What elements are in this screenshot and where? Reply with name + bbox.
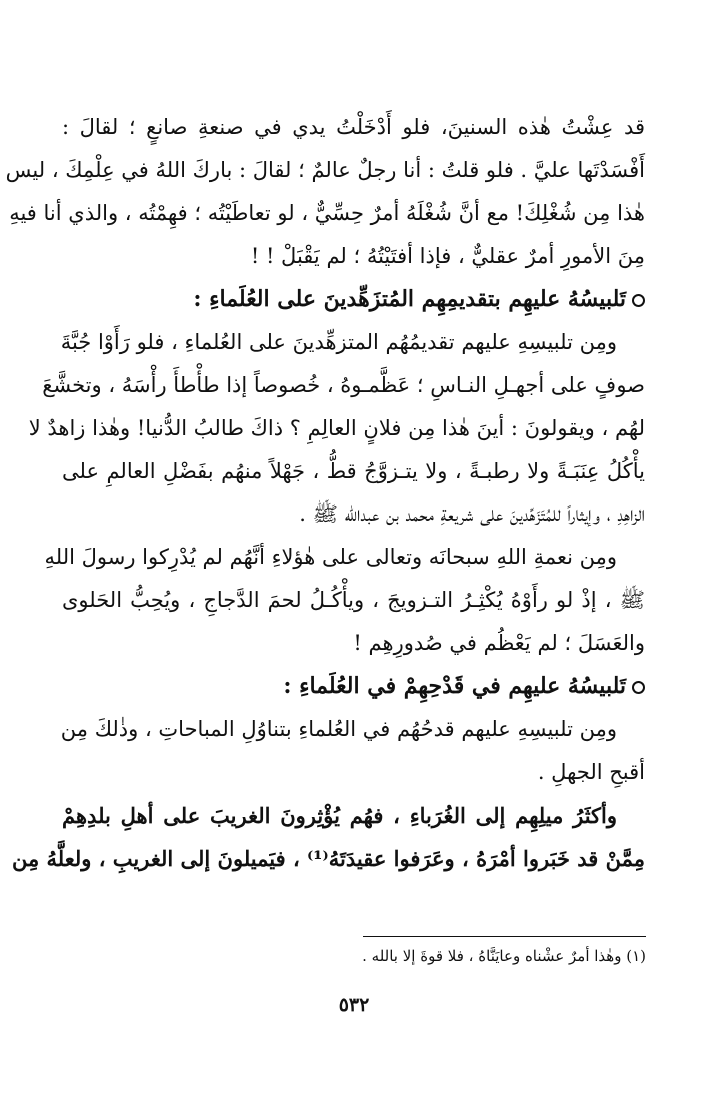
paragraph-criticism <box>62 708 645 794</box>
text-line: ومِن نعمةِ اللهِ سبحانَه وتعالى على هٰؤلاءِ أنَّهُم لم يُدْرِكوا رسولَ اللهِ <box>44 545 617 569</box>
text-line: لهُم ، ويقولونَ : أينَ هٰذا مِن فلانٍ العالِمِ ؟ ذاكَ طالبُ الدُّنيا! وهٰذا زاهدٌ لا <box>28 416 645 440</box>
text-line: صوفٍ على أجهـلِ النـاسِ ؛ عَظَّمـوهُ ، خُصوصاً إذا طأْطأَ رأْسَهُ ، وتخشَّعَ <box>42 373 645 397</box>
text-line: مِنَ الأمورِ أمرٌ عقليٌّ ، فإذا أفتَيْتُهُ ؛ لم يَقْبَلْ ! ! <box>250 244 645 268</box>
text-line: والعَسَلَ ؛ لم يَعْظُم في صُدورِهِم ! <box>353 631 645 655</box>
section-heading-text: تَلبيسُهُ عليهِم في قَدْحِهِمْ في العُلَماءِ : <box>283 673 626 699</box>
text-line: أقبحِ الجهلِ . <box>537 760 645 784</box>
text-line: ومِن تلبيسِهِ عليهم قدحُهُم في العُلماءِ بتناوُلِ المباحاتِ ، وذٰلكَ مِن <box>60 717 617 741</box>
section-heading <box>62 665 645 708</box>
paragraph-ascetics <box>28 321 645 536</box>
text-line: يأْكُلُ عِنَبَـةً ولا رطبـةً ، ولا يتـزوَّجُ قطُّ ، جَهْلاً منهُم بفَضْلِ العالمِ على <box>62 459 645 483</box>
section-heading-text: تَلبيسُهُ عليهِم بتقديمِهِم المُتزَهِّدينَ على العُلَماءِ : <box>193 286 626 312</box>
text-line: أَفْسَدْتَها عليَّ . فلو قلتُ : أنا رجلٌ عالمٌ ؛ لقالَ : باركَ اللهُ في عِلْمِكَ ، ليس <box>5 158 645 182</box>
circle-bullet-icon <box>632 294 645 307</box>
paragraph-opening <box>5 106 645 278</box>
paragraph-blessing <box>44 536 645 665</box>
text-line: وأكثَرُ ميلِهِم إلى الغُرَباءِ ، فهُم يُؤْثِرونَ الغريبَ على أهلِ بلدِهِمْ <box>62 803 617 828</box>
section-heading <box>62 278 645 321</box>
text-line: هٰذا مِن شُغْلِكَ! مع أنَّ شُغْلَهُ أمرٌ حِسِّيٌّ ، لو تعاطَيْتُه ؛ فهِمْتُه ، والذي أنا فيهِ <box>9 201 645 225</box>
footnote-divider <box>363 936 646 937</box>
paragraph-strangers <box>11 794 645 880</box>
page-body <box>5 106 645 880</box>
text-line: ﷺ ، إذْ لو رأَوْهُ يُكْثِـرُ التـزويجَ ، ويأْكُـلُ لحمَ الدَّجاجِ ، ويُحِبُّ الحَلوى <box>62 588 645 612</box>
text-line: قد عِشْتُ هٰذه السنينَ، فلو أَدْخَلْتُ يدي في صنعةِ صانعٍ ؛ لقالَ : <box>62 115 645 139</box>
circle-bullet-icon <box>632 681 645 694</box>
text-line: ومِن تلبيسِهِ عليهم تقديمُهُم المتزهِّدينَ على العُلماءِ ، فلو رَأَوْا جُبَّةَ <box>60 330 617 354</box>
text-line: الزاهِدِ ، وإيثاراً للمُتَزَهِّدينَ على شريعةِ محمد بن عبدالله ﷺ . <box>299 502 645 526</box>
text-line: مِمَّنْ قد خَبَروا أمْرَهُ ، وعَرَفوا عقيدَتَهُ⁽¹⁾ ، فيَميلونَ إلى الغريبِ ، ولعلَّهُ مِن <box>11 846 645 871</box>
footnote: (١) وهٰذا أمرٌ عشْناه وعايَنَّاهُ ، فلا قوةَ إلا بالله . <box>362 947 646 965</box>
page-number: ٥٣٢ <box>338 994 370 1016</box>
